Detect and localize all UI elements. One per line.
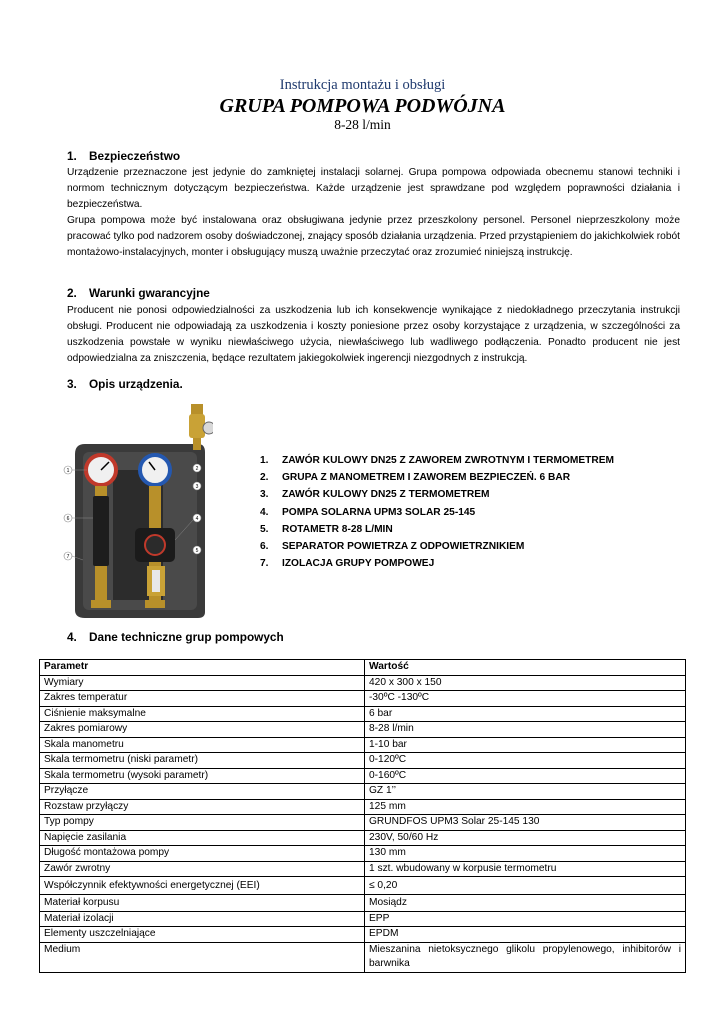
table-row [40,927,686,943]
list-item [260,521,614,538]
list-item-number: 5. [260,523,269,535]
table-cell: Przyłącze [40,784,365,800]
list-item [260,504,614,521]
table-row [40,861,686,877]
list-item [260,452,614,469]
table-cell: EPP [365,911,686,927]
list-item-number: 3. [260,489,269,501]
table-cell: Skala termometru (niski parametr) [40,753,365,769]
section-title: Opis urządzenia. [89,377,183,391]
list-item-number: 2. [260,472,269,484]
table-row [40,799,686,815]
table-cell: Zawór zwrotny [40,861,365,877]
list-item [260,538,614,555]
photo-callout: 4 [195,516,199,522]
table-cell: Medium [40,942,365,972]
photo-callout: 6 [66,516,70,522]
table-cell: 8-28 l/min [365,722,686,738]
table-cell: 0-120ºC [365,753,686,769]
list-item-number: 1. [260,455,269,466]
table-row [40,815,686,831]
section-body-warranty [67,303,680,367]
table-cell: Współczynnik efektywności energetycznej (EEI) [40,877,365,895]
table-cell: ≤ 0,20 [365,877,686,895]
section-heading-safety [67,149,180,163]
section-body-safety [67,165,680,260]
list-item-label: ZAWÓR KULOWY DN25 Z ZAWOREM ZWROTNYM I TERMOMETREM [282,455,615,466]
document-header [0,76,725,133]
table-row [40,784,686,800]
document-flow-range: 8-28 l/min [334,117,391,132]
photo-callout: 7 [66,554,70,560]
list-item-number: 4. [260,506,269,518]
table-row [40,877,686,895]
paragraph: Urządzenie przeznaczone jest jedynie do zamkniętej instalacji solarnej. Grupa pompowa odpowiada obecnemu stanowi techniki i normom technicznym dotyczącym bezpieczeństwa. Każde urządzenie jest sprawdzane pod względem poprawności działania i bezpieczeństwa. [67,167,680,210]
table-cell: Wymiary [40,675,365,691]
column-header: Wartość [365,660,686,676]
table-cell: Zakres pomiarowy [40,722,365,738]
table-cell: 1 szt. wbudowany w korpusie termometru [365,861,686,877]
table-cell: Elementy uszczelniające [40,927,365,943]
document-subtitle: Instrukcja montażu i obsługi [279,77,446,93]
component-list [260,452,614,572]
table-cell: Rozstaw przyłączy [40,799,365,815]
section-title: Warunki gwarancyjne [89,286,210,300]
pump-group-photo [63,400,213,622]
table-cell: Długość montażowa pompy [40,846,365,862]
table-cell: 420 x 300 x 150 [365,675,686,691]
table-cell: -30ºC -130ºC [365,691,686,707]
table-cell: Zakres temperatur [40,691,365,707]
paragraph: Producent nie ponosi odpowiedzialności za uszkodzenia lub ich konsekwencje wynikające z niedokładnego przeczytania instrukcji obsługi. Producent nie odpowiadają za uszkodzenia i koszty poniesione przez osoby korzystające z urządzenia, w szczególności za uszkodzenia powstałe w wyniku niewłaściwego użycia, niewłaściwego lub wadliwego podłączenia. Ponadto producent nie jest odpowiedzialna za zniszczenia, będące rezultatem jakiegokolwiek ingerencji niezgodnych z instrukcją. [67,305,680,364]
table-cell: GZ 1’’ [365,784,686,800]
section-number: 4. [67,630,77,644]
list-item [260,555,614,572]
photo-callout: 3 [195,484,199,490]
table-header-row [40,660,686,676]
list-item-number: 6. [260,540,269,552]
photo-callout: 5 [195,548,199,554]
list-item-label: GRUPA Z MANOMETREM I ZAWOREM BEZPIECZEŃ. 6 BAR [282,472,571,484]
section-title: Dane techniczne grup pompowych [89,630,284,644]
table-cell: Materiał korpusu [40,895,365,912]
table-row [40,846,686,862]
table-cell: 130 mm [365,846,686,862]
technical-data-table [39,659,686,973]
table-row [40,942,686,972]
list-item-label: IZOLACJA GRUPY POMPOWEJ [282,558,435,570]
list-item-label: POMPA SOLARNA UPM3 SOLAR 25-145 [282,506,476,518]
list-item-label: ZAWÓR KULOWY DN25 Z TERMOMETREM [282,489,490,501]
table-cell: 230V, 50/60 Hz [365,830,686,846]
table-row [40,722,686,738]
table-cell: 1-10 bar [365,737,686,753]
list-item [260,486,614,503]
list-item-label: ROTAMETR 8-28 L/MIN [282,523,393,535]
section-number: 1. [67,149,77,163]
table-row [40,895,686,912]
table-cell: 125 mm [365,799,686,815]
section-heading-warranty [67,286,210,300]
table-row [40,706,686,722]
section-number: 2. [67,286,77,300]
photo-callout: 1 [66,468,70,474]
document-title: GRUPA POMPOWA PODWÓJNA [219,95,506,117]
section-title: Bezpieczeństwo [89,149,181,163]
table-cell: Typ pompy [40,815,365,831]
table-cell: Mosiądz [365,895,686,912]
list-item-number: 7. [260,558,269,570]
table-cell: Materiał izolacji [40,911,365,927]
column-header: Parametr [40,660,365,676]
list-item-label: SEPARATOR POWIETRZA Z ODPOWIETRZNIKIEM [282,540,525,552]
photo-callout: 2 [195,466,199,472]
section-heading-description [67,377,183,391]
table-cell: Skala termometru (wysoki parametr) [40,768,365,784]
table-cell: Mieszanina nietoksycznego glikolu propylenowego, inhibitorów i barwnika [365,942,686,972]
table-cell: Skala manometru [40,737,365,753]
section-heading-technical-data [67,630,284,644]
table-row [40,911,686,927]
table-row [40,753,686,769]
table-row [40,691,686,707]
paragraph: Grupa pompowa może być instalowana oraz obsługiwana jedynie przez przeszkolony personel. Personel nieprzeszkolony może pracować tylko pod nadzorem osoby doświadczonej, znający sposób działania urządzenia. Przed przystąpieniem do jakichkolwiek robót montażowo-instalacyjnych, monter i obsługujący muszą uważnie przeczytać oraz zrozumieć niniejszą instrukcję. [67,214,680,258]
list-item [260,469,614,486]
table-row [40,830,686,846]
table-cell: EPDM [365,927,686,943]
table-cell: Napięcie zasilania [40,830,365,846]
section-number: 3. [67,377,77,391]
table-cell: Ciśnienie maksymalne [40,706,365,722]
table-row [40,675,686,691]
table-cell: GRUNDFOS UPM3 Solar 25-145 130 [365,815,686,831]
table-row [40,737,686,753]
table-cell: 0-160ºC [365,768,686,784]
table-cell: 6 bar [365,706,686,722]
table-row [40,768,686,784]
